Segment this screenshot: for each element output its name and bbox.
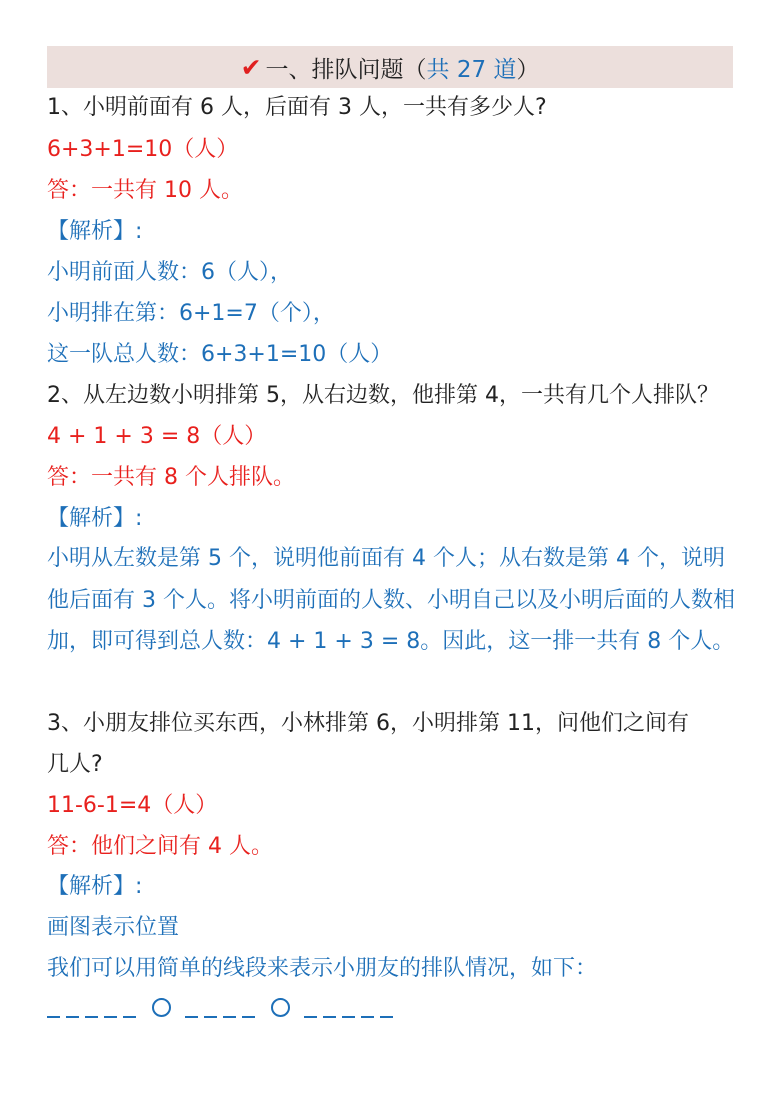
q1-question: 1、小明前面有 6 人，后面有 3 人，一共有多少人? [47,95,547,120]
q3-analysis-label: 【解析】: [47,874,143,899]
q3-formula: 11-6-1=4（人） [47,793,218,818]
line-segment [342,1002,355,1018]
circle-icon [271,998,290,1017]
line-segment [104,1002,117,1018]
line-segment [47,1002,60,1018]
checkmark-icon: ✔ [240,52,262,82]
line-segment [323,1002,336,1018]
line-segment [223,1002,236,1018]
line-segment [204,1002,217,1018]
q2-explanation: 小明从左数是第 5 个，说明他前面有 4 个人；从右数是第 4 个，说明他后面有 3 个人。将小明前面的人数、小明自己以及小明后面的人数相加，即可得到总人数：4 + 1 + 3 = 8。因此，这一排一共有 8 个人。 [47,546,735,654]
q1-analysis-line: 这一队总人数：6+3+1=10（人） [47,342,393,367]
queue-diagram [47,996,399,1024]
q1-analysis-line: 小明排在第：6+1=7（个）， [47,301,335,326]
q1-analysis-line: 小明前面人数：6（人）， [47,260,292,285]
line-segment [380,1002,393,1018]
q1-analysis-label: 【解析】: [47,219,143,244]
line-segment [242,1002,255,1018]
q2-analysis-label: 【解析】: [47,506,143,531]
q3-analysis-line: 我们可以用简单的线段来表示小朋友的排队情况，如下： [47,956,598,981]
q1-answer: 答：一共有 10 人。 [47,178,243,203]
circle-icon [152,998,171,1017]
line-segment [361,1002,374,1018]
question-count: 共 27 道 [426,56,517,83]
section-header [47,46,733,88]
line-segment [66,1002,79,1018]
q3-analysis-line: 画图表示位置 [47,915,180,940]
q2-answer: 答：一共有 8 个人排队。 [47,465,295,490]
section-title-close: ） [516,56,540,83]
q1-formula: 6+3+1=10（人） [47,137,239,162]
q3-answer: 答：他们之间有 4 人。 [47,834,273,859]
line-segment [85,1002,98,1018]
q3-question-line2: 几人? [47,752,103,777]
line-segment [123,1002,136,1018]
q3-question-line1: 3、小朋友排位买东西，小林排第 6，小明排第 11，问他们之间有 [47,711,689,736]
line-segment [185,1002,198,1018]
q2-question: 2、从左边数小明排第 5，从右边数，他排第 4，一共有几个人排队？ [47,383,719,408]
section-title: 一、排队问题（ [265,56,427,83]
q2-formula: 4 + 1 + 3 = 8（人） [47,424,267,449]
line-segment [304,1002,317,1018]
